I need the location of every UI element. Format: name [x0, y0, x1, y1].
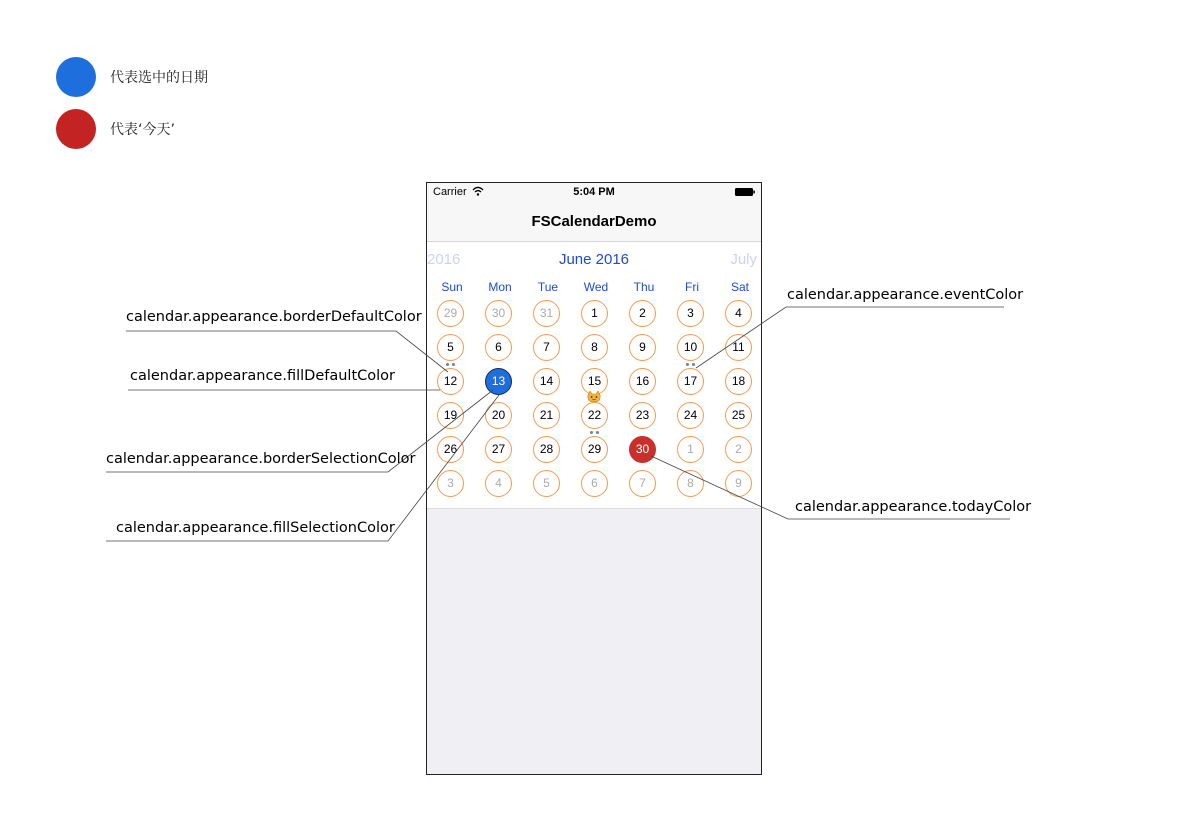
annotation-border-default: calendar.appearance.borderDefaultColor: [126, 309, 422, 325]
event-dot: [596, 431, 599, 434]
day-cell[interactable]: 16: [629, 368, 656, 395]
day-cell[interactable]: 12: [437, 368, 464, 395]
legend-today-dot: [56, 109, 96, 149]
annotation-fill-default: calendar.appearance.fillDefaultColor: [130, 368, 395, 384]
day-cell[interactable]: 19: [437, 402, 464, 429]
day-cell[interactable]: 27: [485, 436, 512, 463]
day-cell[interactable]: 24: [677, 402, 704, 429]
calendar-view: [427, 242, 761, 509]
day-cell[interactable]: 4: [485, 470, 512, 497]
day-cell[interactable]: 23: [629, 402, 656, 429]
weekday-thu: Thu: [633, 280, 655, 294]
day-cell[interactable]: 6: [581, 470, 608, 497]
day-cell[interactable]: 30: [485, 300, 512, 327]
day-cell[interactable]: 4: [725, 300, 752, 327]
status-bar: [427, 183, 761, 203]
weekday-tue: Tue: [537, 280, 559, 294]
legend-today-label: 代表‘今天’: [110, 122, 175, 138]
day-cell[interactable]: 17: [677, 368, 704, 395]
day-cell[interactable]: 8: [581, 334, 608, 361]
annotation-fill-selection: calendar.appearance.fillSelectionColor: [116, 520, 395, 536]
day-cell[interactable]: 29: [437, 300, 464, 327]
day-cell[interactable]: 9: [629, 334, 656, 361]
weekday-fri: Fri: [685, 280, 699, 294]
day-cell[interactable]: 11: [725, 334, 752, 361]
carrier-label: Carrier: [433, 186, 467, 198]
day-cell[interactable]: 10: [677, 334, 704, 361]
annotation-today-color: calendar.appearance.todayColor: [795, 499, 1032, 515]
day-cell[interactable]: 25: [725, 402, 752, 429]
event-dot: [446, 363, 449, 366]
day-cell[interactable]: 3: [677, 300, 704, 327]
day-cell[interactable]: 1: [677, 436, 704, 463]
day-cell[interactable]: 5: [437, 334, 464, 361]
day-cell[interactable]: 2: [629, 300, 656, 327]
day-cell[interactable]: 13: [485, 368, 512, 395]
event-dot: [590, 431, 593, 434]
day-cell[interactable]: 20: [485, 402, 512, 429]
day-cell[interactable]: 21: [533, 402, 560, 429]
navigation-bar: [427, 203, 761, 242]
weekday-sun: Sun: [441, 280, 463, 294]
day-cell[interactable]: 7: [533, 334, 560, 361]
day-cell[interactable]: 2: [725, 436, 752, 463]
leader-border-default: [126, 331, 448, 372]
legend-selected: [56, 57, 208, 97]
day-cell[interactable]: 28: [533, 436, 560, 463]
day-cell[interactable]: 3: [437, 470, 464, 497]
annotation-border-selection: calendar.appearance.borderSelectionColor: [106, 451, 416, 467]
month-current-label: June 2016: [558, 251, 630, 268]
day-cell[interactable]: 6: [485, 334, 512, 361]
legend-selected-label: 代表选中的日期: [110, 70, 208, 86]
nav-title: FSCalendarDemo: [531, 213, 657, 230]
event-dot: [686, 363, 689, 366]
day-cell[interactable]: 31: [533, 300, 560, 327]
day-cell[interactable]: 5: [533, 470, 560, 497]
month-next-label[interactable]: July: [730, 251, 757, 268]
month-prev-label[interactable]: 2016: [427, 251, 461, 268]
day-cell[interactable]: 8: [677, 470, 704, 497]
legend-selected-dot: [56, 57, 96, 97]
status-time: 5:04 PM: [573, 186, 615, 198]
legend-today: [56, 109, 175, 149]
event-dot: [452, 363, 455, 366]
day-cell[interactable]: 30: [629, 436, 656, 463]
weekday-sat: Sat: [730, 280, 749, 294]
day-cell[interactable]: 15: [581, 368, 608, 395]
day-cell[interactable]: 26: [437, 436, 464, 463]
weekday-wed: Wed: [583, 280, 609, 294]
day-cell[interactable]: 18: [725, 368, 752, 395]
weekday-mon: Mon: [488, 280, 512, 294]
day-cell[interactable]: 22: [581, 402, 608, 429]
day-cell[interactable]: 29: [581, 436, 608, 463]
day-cell[interactable]: 9: [725, 470, 752, 497]
day-cell[interactable]: 7: [629, 470, 656, 497]
phone-screen: [426, 182, 762, 775]
annotation-event-color: calendar.appearance.eventColor: [787, 287, 1024, 303]
day-cell[interactable]: 1: [581, 300, 608, 327]
battery-icon: [735, 188, 755, 196]
day-cell[interactable]: 14: [533, 368, 560, 395]
event-dot: [692, 363, 695, 366]
